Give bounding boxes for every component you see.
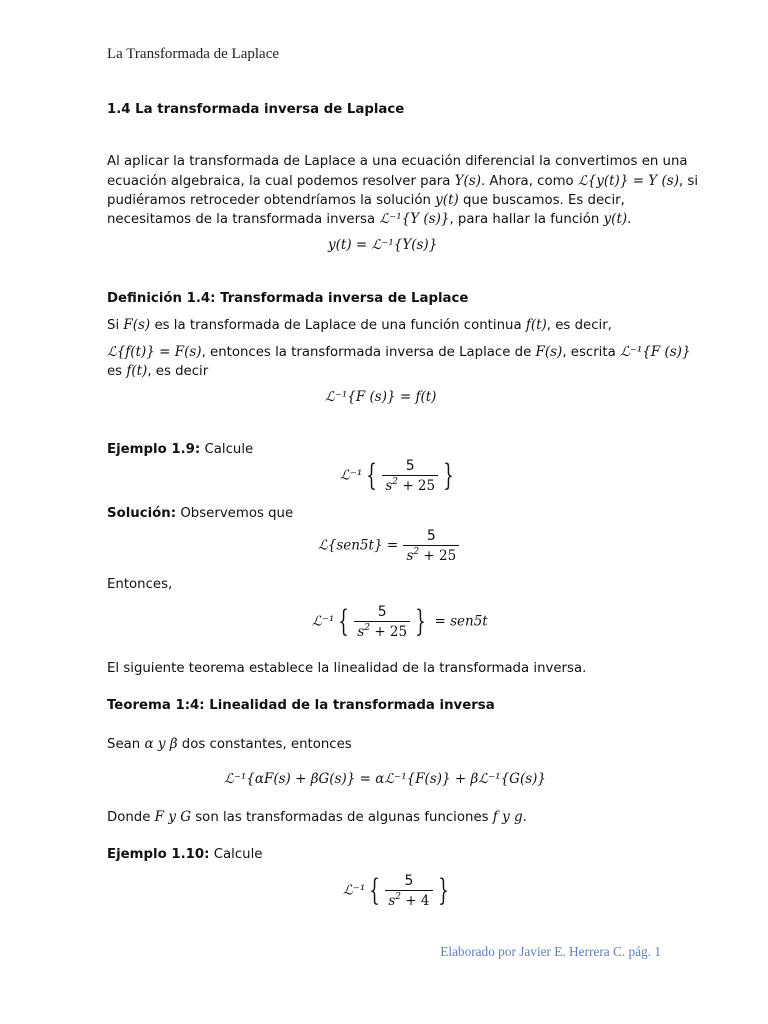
definition-text: es: [107, 364, 127, 379]
denominator-constant: + 4: [401, 893, 430, 909]
variable-s: s: [357, 624, 365, 640]
intro-line-3: [107, 191, 625, 210]
definition-text: es la transformada de Laplace de una función continua: [150, 318, 526, 333]
example-1-9: [107, 441, 253, 459]
fraction: [403, 527, 459, 565]
definition-title: Definición 1.4: Transformada inversa de Laplace: [107, 291, 469, 306]
intro-text: necesitamos de la transformada inversa: [107, 212, 380, 227]
math-inline: y(t): [603, 211, 628, 227]
solution-text: Observemos que: [176, 506, 294, 521]
equation-definition: ℒ⁻¹{F (s)} = f(t): [325, 389, 437, 405]
definition-text: , es decir: [147, 364, 209, 379]
variable-s: s: [388, 893, 396, 909]
intro-text: que buscamos. Es decir,: [458, 193, 625, 208]
intro-text: ecuación algebraica, la cual podemos resolver para: [107, 174, 455, 189]
math-inline: F y G: [154, 809, 192, 825]
solution-line: [107, 505, 293, 523]
sen-argument: {sen5t} =: [327, 537, 399, 554]
example-1-10: [107, 846, 262, 864]
definition-text: , es decir,: [546, 318, 612, 333]
result-value: = sen5t: [434, 613, 488, 630]
equation-example-1-10: [343, 872, 453, 910]
right-brace: }: [415, 604, 426, 639]
equation-inverse-y: y(t) = ℒ⁻¹{Y(s)}: [328, 237, 438, 253]
exponent: 2: [413, 547, 420, 557]
intro-line-2: [107, 172, 698, 191]
intro-line-4: [107, 210, 631, 229]
fraction-denominator: [354, 621, 410, 641]
theorem-text: .: [522, 810, 527, 825]
denominator-constant: + 25: [370, 624, 408, 640]
theorem-text: son las transformadas de algunas funciones: [191, 810, 493, 825]
laplace-inverse-symbol: ℒ⁻¹: [340, 467, 363, 484]
fraction-denominator: [385, 890, 432, 910]
right-brace: }: [443, 458, 454, 493]
exponent: 2: [392, 477, 399, 487]
example-text: Calcule: [209, 847, 263, 862]
intro-text: pudiéramos retroceder obtendríamos la solución: [107, 193, 436, 208]
intro-text: . Ahora, como: [480, 174, 578, 189]
variable-s: s: [406, 548, 414, 564]
math-inline: f(t): [525, 317, 547, 333]
variable-s: s: [385, 478, 393, 494]
math-inline: ℒ{f(t)} = F(s): [107, 344, 202, 360]
theorem-donde-line: [107, 808, 527, 827]
fraction: [385, 872, 432, 910]
fraction-numerator: 5: [404, 873, 414, 889]
math-inline: ℒ{y(t)} = Y (s): [577, 173, 679, 189]
equation-solution: [318, 527, 460, 565]
intro-line-1: Al aplicar la transformada de Laplace a una ecuación diferencial la convertimos en una: [107, 154, 688, 169]
math-inline: F(s): [123, 317, 151, 333]
math-inline: y(t): [435, 192, 459, 208]
left-brace: {: [369, 873, 381, 908]
definition-line-1: [107, 316, 612, 335]
intro-text: , si: [678, 174, 699, 189]
fraction-numerator: 5: [426, 528, 436, 544]
math-inline: ℒ⁻¹{Y (s)}: [379, 211, 450, 227]
definition-line-3: [107, 362, 208, 381]
laplace-symbol: ℒ: [318, 537, 328, 554]
left-brace: {: [338, 604, 350, 639]
example-text: Calcule: [200, 442, 254, 457]
exponent: 2: [395, 892, 402, 902]
theorem-text: Donde: [107, 810, 155, 825]
definition-line-2: [107, 343, 691, 362]
equation-linearity: ℒ⁻¹{αF(s) + βG(s)} = αℒ⁻¹{F(s)} + βℒ⁻¹{G(s)}: [224, 771, 546, 787]
theorem-text: dos constantes, entonces: [177, 737, 352, 752]
fraction-denominator: [403, 545, 459, 565]
theorem-sean-line: [107, 735, 352, 754]
theorem-intro: El siguiente teorema establece la linealidad de la transformada inversa.: [107, 661, 587, 676]
page-footer: Elaborado por Javier E. Herrera C. pág. 1: [440, 944, 661, 959]
denominator-constant: + 25: [419, 548, 457, 564]
laplace-inverse-symbol: ℒ⁻¹: [312, 613, 335, 630]
fraction-numerator: 5: [377, 604, 387, 620]
definition-text: , escrita: [562, 345, 620, 360]
intro-text: .: [627, 212, 632, 227]
fraction-numerator: 5: [405, 458, 415, 474]
equation-result: [312, 603, 488, 641]
definition-text: Si: [107, 318, 124, 333]
theorem-text: Sean: [107, 737, 145, 752]
theorem-title: Teorema 1:4: Linealidad de la transformada inversa: [107, 698, 495, 713]
math-inline: ℒ⁻¹{F (s)}: [619, 344, 691, 360]
math-inline: Y(s): [454, 173, 481, 189]
definition-text: , entonces la transformada inversa de Laplace de: [201, 345, 536, 360]
laplace-inverse-symbol: ℒ⁻¹: [343, 882, 366, 899]
denominator-constant: + 25: [398, 478, 436, 494]
solution-label: Solución:: [107, 506, 177, 521]
then-line: Entonces,: [107, 577, 173, 592]
exponent: 2: [364, 623, 371, 633]
fraction: [354, 603, 410, 641]
fraction: [382, 457, 438, 495]
math-inline: α y β: [144, 736, 178, 752]
math-inline: F(s): [535, 344, 563, 360]
example-label: Ejemplo 1.10:: [107, 847, 210, 862]
equation-example-1-9: [340, 457, 458, 495]
math-inline: f y g: [492, 809, 523, 825]
section-heading: 1.4 La transformada inversa de Laplace: [107, 102, 405, 117]
left-brace: {: [366, 458, 378, 493]
example-label: Ejemplo 1.9:: [107, 442, 201, 457]
document-header: La Transformada de Laplace: [107, 46, 280, 62]
fraction-denominator: [382, 475, 438, 495]
right-brace: }: [437, 873, 449, 908]
math-inline: f(t): [126, 363, 148, 379]
intro-text: , para hallar la función: [449, 212, 604, 227]
